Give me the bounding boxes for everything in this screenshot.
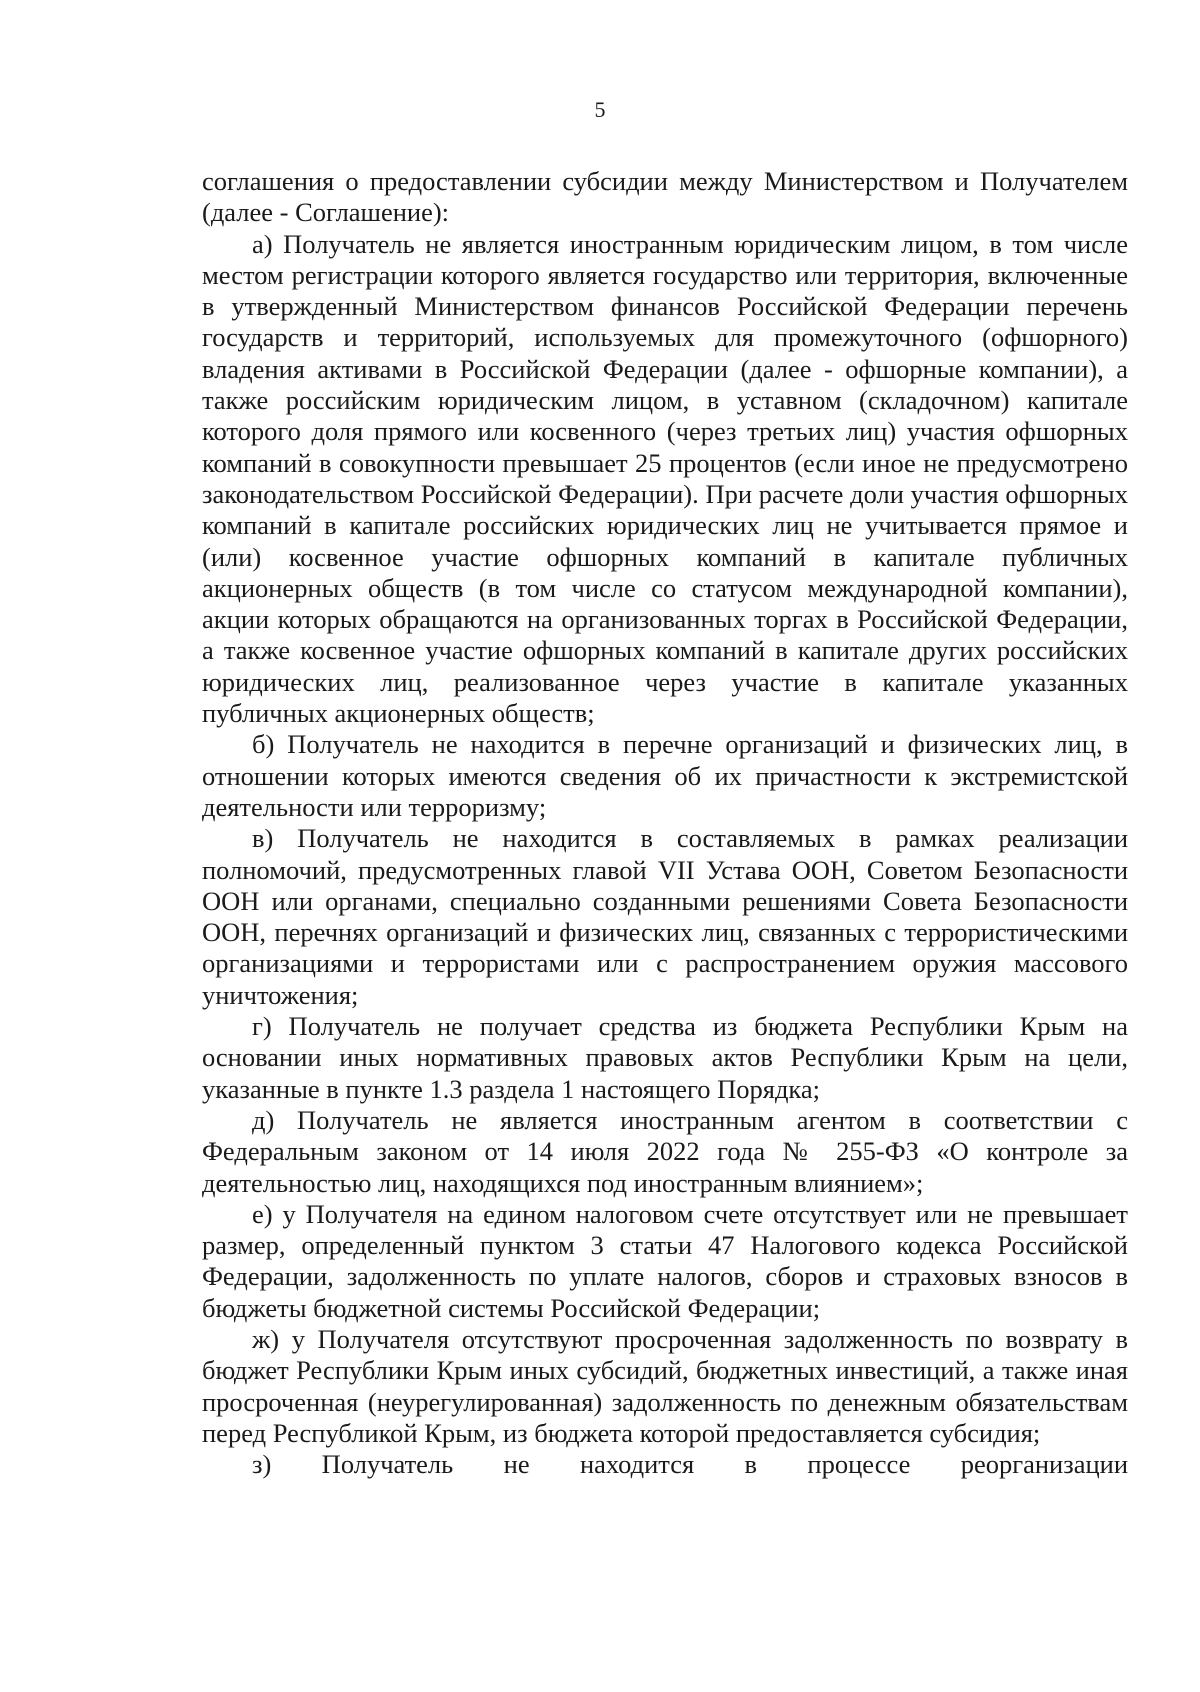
paragraph-continuation: соглашения о предоставлении субсидии между Министерством и Получателем (далее - Соглашение): (202, 166, 1128, 228)
paragraph-item-v: в) Получатель не находится в составляемых в рамках реализации полномочий, предусмотренных главой VII Устава ООН, Советом Безопасности ООН или органами, специально созданными решениями Совета Безопасности ООН, перечнях организаций и физических лиц, связанных с террористическими организациями и террористами или с распространением оружия массового уничтожения; (202, 823, 1128, 1010)
document-body (202, 166, 1128, 1480)
paragraph-item-d: д) Получатель не является иностранным агентом в соответствии с Федеральным законом от 14 июля 2022 года № 255-ФЗ «О контроле за деятельностью лиц, находящихся под иностранным влиянием»; (202, 1104, 1128, 1198)
paragraph-item-a: а) Получатель не является иностранным юридическим лицом, в том числе местом регистрации которого является государство или территория, включенные в утвержденный Министерством финансов Российской Федерации перечень государств и территорий, используемых для промежуточного (офшорного) владения активами в Российской Федерации (далее - офшорные компании), а также российским юридическим лицом, в уставном (складочном) капитале которого доля прямого или косвенного (через третьих лиц) участия офшорных компаний в совокупности превышает 25 процентов (если иное не предусмотрено законодательством Российской Федерации). При расчете доли участия офшорных компаний в капитале российских юридических лиц не учитывается прямое и (или) косвенное участие офшорных компаний в капитале публичных акционерных обществ (в том числе со статусом международной компании), акции которых обращаются на организованных торгах в Российской Федерации, а также косвенное участие офшорных компаний в капитале других российских юридических лиц, реализованное через участие в капитале указанных публичных акционерных обществ; (202, 228, 1128, 729)
paragraph-item-z: з) Получатель не находится в процессе реорганизации (252, 1449, 1128, 1480)
paragraph-item-g: г) Получатель не получает средства из бюджета Республики Крым на основании иных нормативных правовых актов Республики Крым на цели, указанные в пункте 1.3 раздела 1 настоящего Порядка; (202, 1011, 1128, 1104)
paragraph-item-zh: ж) у Получателя отсутствуют просроченная задолженность по возврату в бюджет Республики Крым иных субсидий, бюджетных инвестиций, а также иная просроченная (неурегулированная) задолженность по денежным обязательствам перед Республикой Крым, из бюджета которой предоставляется субсидия; (202, 1323, 1128, 1448)
paragraph-item-b: б) Получатель не находится в перечне организаций и физических лиц, в отношении которых имеются сведения об их причастности к экстремистской деятельности или терроризму; (202, 729, 1128, 822)
paragraph-item-e: е) у Получателя на едином налоговом счете отсутствует или не превышает размер, определенный пунктом 3 статьи 47 Налогового кодекса Российской Федерации, задолженность по уплате налогов, сборов и страховых взносов в бюджеты бюджетной системы Российской Федерации; (202, 1198, 1128, 1323)
page-number: 5 (594, 97, 606, 122)
